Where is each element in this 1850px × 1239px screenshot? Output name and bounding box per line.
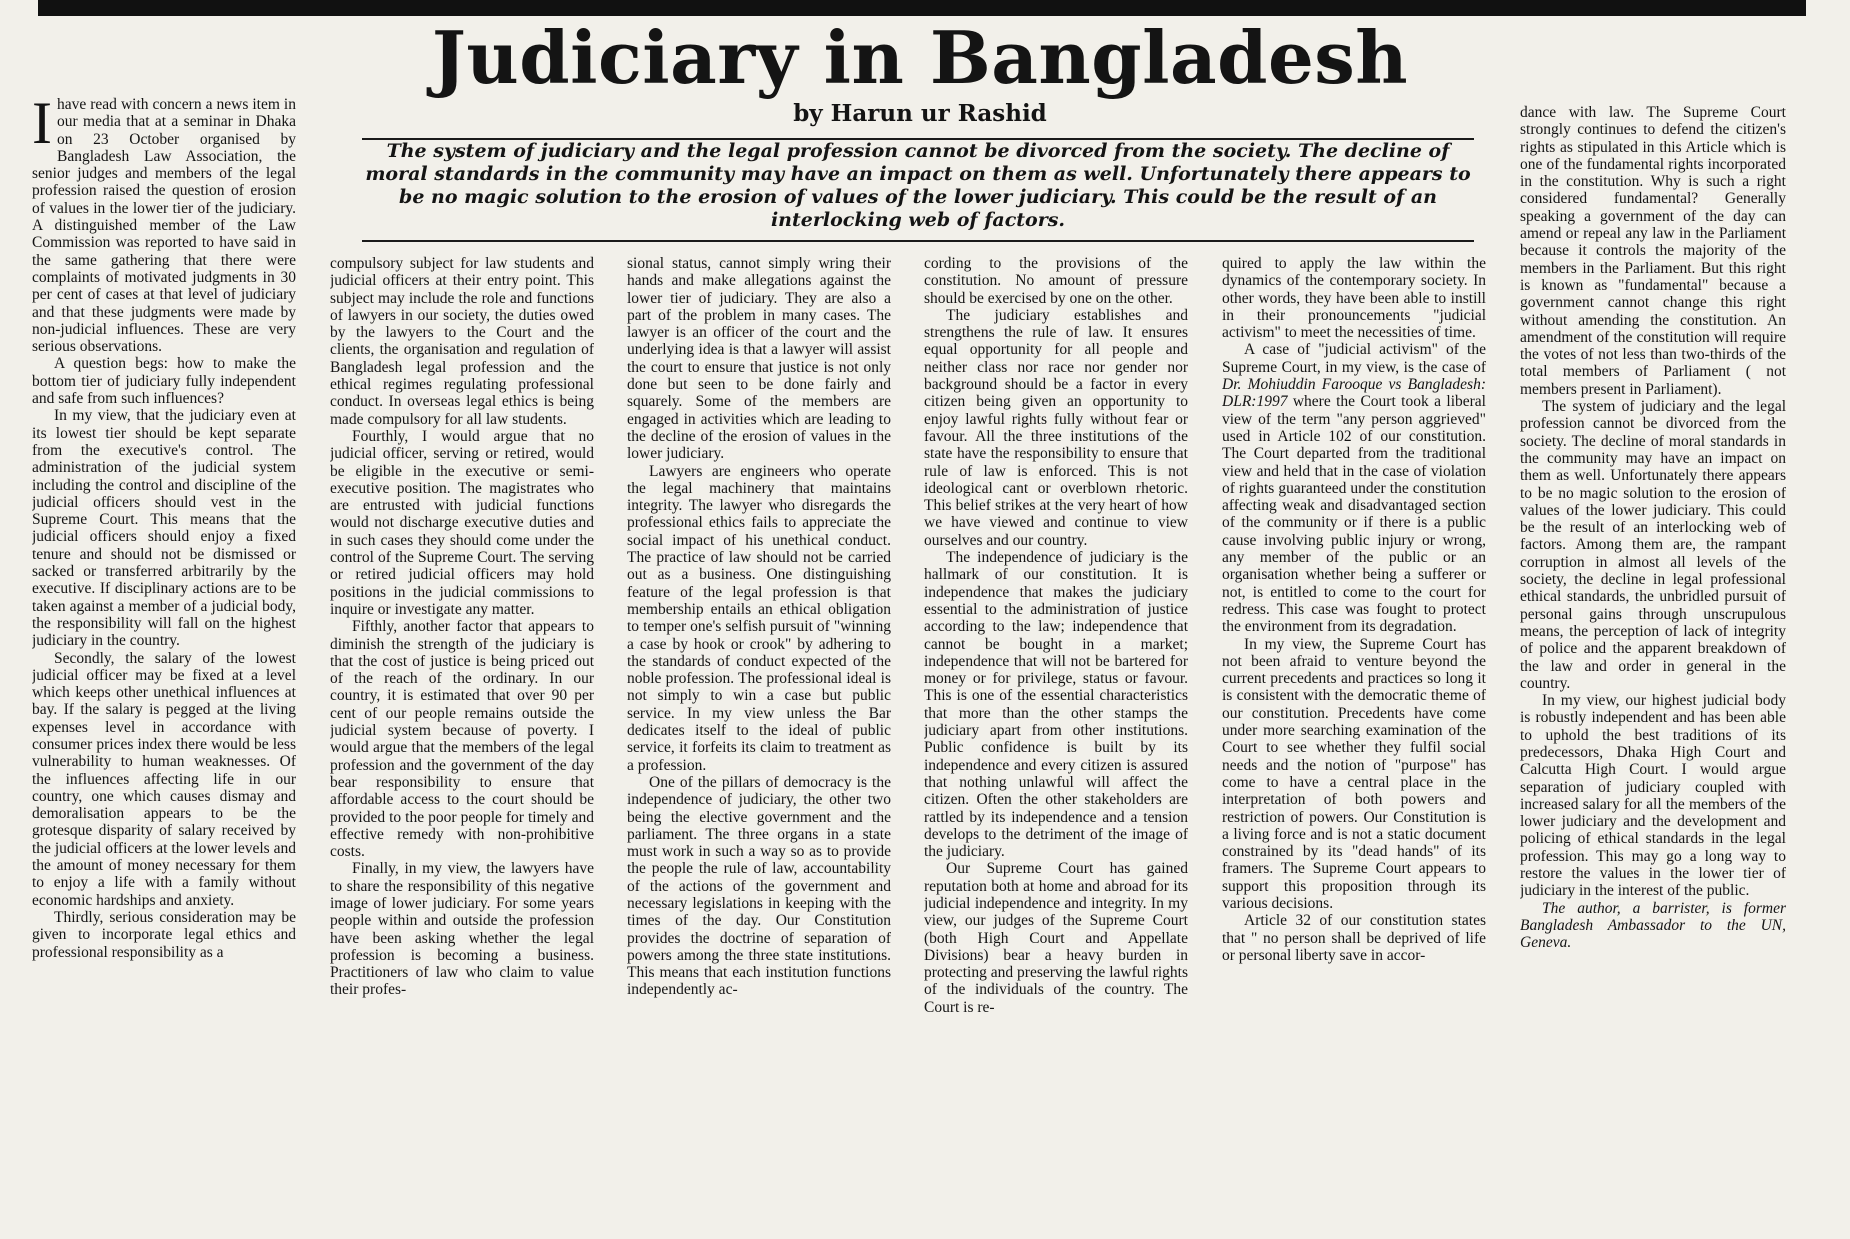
deck-rule-bottom (362, 240, 1474, 242)
article-column-1 (32, 96, 296, 1236)
paragraph: compulsory subject for law students and judicial officers at their entry point. This subject may include the role and functions of lawyers in our society, the duties owed by the lawyers to the Court and the clients, the organisation and regulation of Bangladesh legal profession and the ethical regimes regulating professional conduct. In overseas legal ethics is being made compulsory for all law students. (330, 255, 594, 428)
article-column-2 (330, 255, 594, 1236)
paragraph: Fifthly, another factor that appears to diminish the strength of the judiciary is that the cost of justice is being priced out of the reach of the ordinary. In our country, it is estimated that over 90 per cent of our people remains outside the judicial system because of poverty. I would argue that the members of the legal profession and the government of the day bear responsibility to ensure that affordable access to the court should be provided to the poor people for timely and effective remedy with non-prohibitive costs. (330, 618, 594, 861)
paragraph: In my view, that the judiciary even at its lowest tier should be kept separate from the executive's control. The administration of the judicial system including the control and discipline of the judicial officers should vest in the Supreme Court. This means that the judicial officers should enjoy a fixed tenure and should not be dismissed or sacked or transferred arbitrarily by the executive. If disciplinary actions are to be taken against a member of a judicial body, the responsibility will fall on the highest judiciary in the country. (32, 407, 296, 650)
paragraph: Article 32 of our constitution states that " no person shall be deprived of life or personal liberty save in accor- (1222, 912, 1486, 964)
article-column-5 (1222, 255, 1486, 1236)
case-citation: Dr. Mohiuddin Farooque vs Bangladesh: DLR:1997 (1222, 376, 1486, 411)
paragraph: One of the pillars of democracy is the independence of judiciary, the other two being the elective government and the parliament. The three organs in a state must work in such a way so as to provide the people the rule of law, accountability of the actions of the government and necessary legislations in keeping with the times of the day. Our Constitution provides the doctrine of separation of powers among the three state institutions. This means that each institution functions independently ac- (627, 773, 891, 999)
paragraph: Thirdly, serious consideration may be given to incorporate legal ethics and professional responsibility as a (32, 908, 296, 961)
paragraph: The system of judiciary and the legal profession cannot be divorced from the society. The decline of moral standards in the community may have an impact on them as well. Unfortunately there appears to be no magic solution to the erosion of values of the lower judiciary. This could be the result of an interlocking web of factors. Among them are, the rampant corruption in almost all levels of the society, the decline in legal professional ethical standards, the unbridled pursuit of personal gains through unscrupulous means, the perception of lack of integrity of police and the apparent breakdown of the law and order in general in the country. (1520, 398, 1786, 692)
paragraph: A question begs: how to make the bottom tier of judiciary fully independent and safe from such influences? (32, 355, 296, 408)
paragraph: quired to apply the law within the dynamics of the contemporary society. In other words, they have been able to instill in their pronouncements "judicial activism" to meet the necessities of time. (1222, 255, 1486, 342)
article-column-4 (924, 255, 1188, 1236)
paragraph: dance with law. The Supreme Court strongly continues to defend the citizen's rights as stipulated in this Article which is one of the fundamental rights incorporated in the constitution. Why is such a right considered fundamental? Generally speaking a government of the day can amend or repeal any law in the Parliament because it controls the majority of the members in the Parliament. But this right is known as "fundamental" because a government cannot change this right without amending the constitution. An amendment of the constitution will require the votes of not less than two-thirds of the total members of Parliament ( not members present in Parliament). (1520, 104, 1786, 398)
paragraph: Finally, in my view, the lawyers have to share the responsibility of this negative image of lower judiciary. For some years people within and outside the profession have been asking whether the legal profession is becoming a business. Practitioners of law who claim to value their profes- (330, 860, 594, 999)
paragraph: have read with concern a news item in our media that at a seminar in Dhaka on 23 October organised by Bangladesh Law Association, the senior judges and members of the legal profession raised the question of erosion of values in the lower tier of the judiciary. A distinguished member of the Law Commission was reported to have said in the same gathering that there were complaints of motivated judgments in 30 per cent of cases at that level of judiciary and that these judgments were made by non-judicial influences. These are very serious observations. (32, 96, 296, 356)
paragraph: sional status, cannot simply wring their hands and make allegations against the lower tier of judiciary. They are also a part of the problem in many cases. The lawyer is an officer of the court and the underlying idea is that a lawyer will assist the court to ensure that justice is not only done but seen to be done fairly and squarely. Some of the members are engaged in activities which are leading to the decline of the erosion of values in the lower judiciary. (627, 255, 891, 463)
paragraph: In my view, the Supreme Court has not been afraid to venture beyond the current precedents and practices so long it is consistent with the democratic theme of our constitution. Precedents have come under more searching examination of the Court to see whether they fulfil social needs and the notion of "purpose" has come to have a central place in the interpretation of both powers and restriction of powers. Our Constitution is a living force and is not a static document constrained by its "dead hands" of its framers. The Supreme Court appears to support this proposition through its various decisions. (1222, 635, 1486, 912)
author-note: The author, a barrister, is former Bangladesh Ambassador to the UN, Geneva. (1520, 899, 1786, 952)
article-deck: The system of judiciary and the legal profession cannot be divorced from the society. The decline of moral standards in the community may have an impact on them as well. Unfortunately there appears to be no magic solution to the erosion of values of the lower judiciary. This could be the result of an interlocking web of factors. (365, 140, 1471, 231)
article-column-6 (1520, 104, 1786, 1236)
article-column-3 (627, 255, 891, 1236)
paragraph: Lawyers are engineers who operate the legal machinery that maintains integrity. The lawyer who disregards the professional ethics fails to appreciate the social impact of his unethical conduct. The practice of law should not be carried out as a business. One distinguishing feature of the legal profession is that membership entails an ethical obligation to temper one's selfish pursuit of "winning a case by hook or crook" by adhering to the standards of conduct expected of the noble profession. The professional ideal is not simply to win a case but public service. In my view unless the Bar dedicates itself to the ideal of public service, it forfeits its claim to treatment as a profession. (627, 462, 891, 774)
paragraph: The independence of judiciary is the hallmark of our constitution. It is independence that makes the judiciary essential to the administration of justice according to the law; independence that cannot be bought in a market; independence that will not be bartered for money or for privilege, status or favour. This is one of the essential characteristics that more than the other stamps the judiciary apart from other institutions. Public confidence is built by its independence and every citizen is assured that nothing unlawful will affect the citizen. Often the other stakeholders are rattled by its independence and a tension develops to the detriment of the image of the judiciary. (924, 549, 1188, 861)
paragraph: Secondly, the salary of the lowest judicial officer may be fixed at a level which keeps other unethical influences at bay. If the salary is pegged at the living expenses level in accordance with consumer prices index there would be less vulnerability to human weaknesses. Of the influences affecting life in our country, one which causes dismay and demoralisation appears to be the grotesque disparity of salary received by the judicial officers at the lower levels and the amount of money necessary for them to enjoy a life with a family without economic hardships and anxiety. (32, 649, 296, 909)
paragraph-text: A case of "judicial activism" of the Supreme Court, in my view, is the case of (1222, 341, 1486, 376)
paragraph: In my view, our highest judicial body is robustly independent and has been able to uphold the best traditions of its predecessors, Dhaka High Court and Calcutta High Court. I would argue separation of judiciary coupled with increased salary for all the members of the lower judiciary and the development and policing of ethical standards in the legal profession. This may go a long way to restore the values in the lower tier of judiciary in the interest of the public. (1520, 692, 1786, 900)
paragraph (1222, 341, 1486, 635)
article-byline: by Harun ur Rashid (793, 100, 1047, 127)
paragraph: cording to the provisions of the constitution. No amount of pressure should be exercised by one on the other. (924, 255, 1188, 307)
paragraph-text: where the Court took a liberal view of the term "any person aggrieved" used in Article 102 of our constitution. The Court departed from the traditional view and held that in the case of violation of rights guaranteed under the constitution affecting weak and disadvantaged section of the community or if there is a public cause involving public injury or wrong, any member of the public or an organisation whether being a sufferer or not, is entitled to come to the court for redress. This case was fought to protect the environment from its degradation. (1222, 393, 1486, 636)
paragraph: Fourthly, I would argue that no judicial officer, serving or retired, would be eligible in the executive or semi-executive position. The magistrates who are entrusted with judicial functions would not discharge executive duties and in such cases they should come under the control of the Supreme Court. The serving or retired judicial officers may hold positions in the judicial commissions to inquire or investigate any matter. (330, 427, 594, 618)
drop-cap: I (32, 96, 52, 156)
paragraph: Our Supreme Court has gained reputation both at home and abroad for its judicial independence and integrity. In my view, our judges of the Supreme Court (both High Court and Appellate Divisions) bear a heavy burden in protecting and preserving the lawful rights of the individuals of the country. The Court is re- (924, 860, 1188, 1016)
article-headline: Judiciary in Bangladesh (431, 15, 1409, 100)
paragraph: The judiciary establishes and strengthens the rule of law. It ensures equal opportunity for all people and neither class nor race nor gender nor background should be a factor in every citizen being given an opportunity to enjoy lawful rights fully without fear or favour. All the three institutions of the state have the responsibility to ensure that rule of law is enforced. This is not ideological cant or overblown rhetoric. This belief strikes at the very heart of how we have viewed and continue to view ourselves and our country. (924, 306, 1188, 549)
